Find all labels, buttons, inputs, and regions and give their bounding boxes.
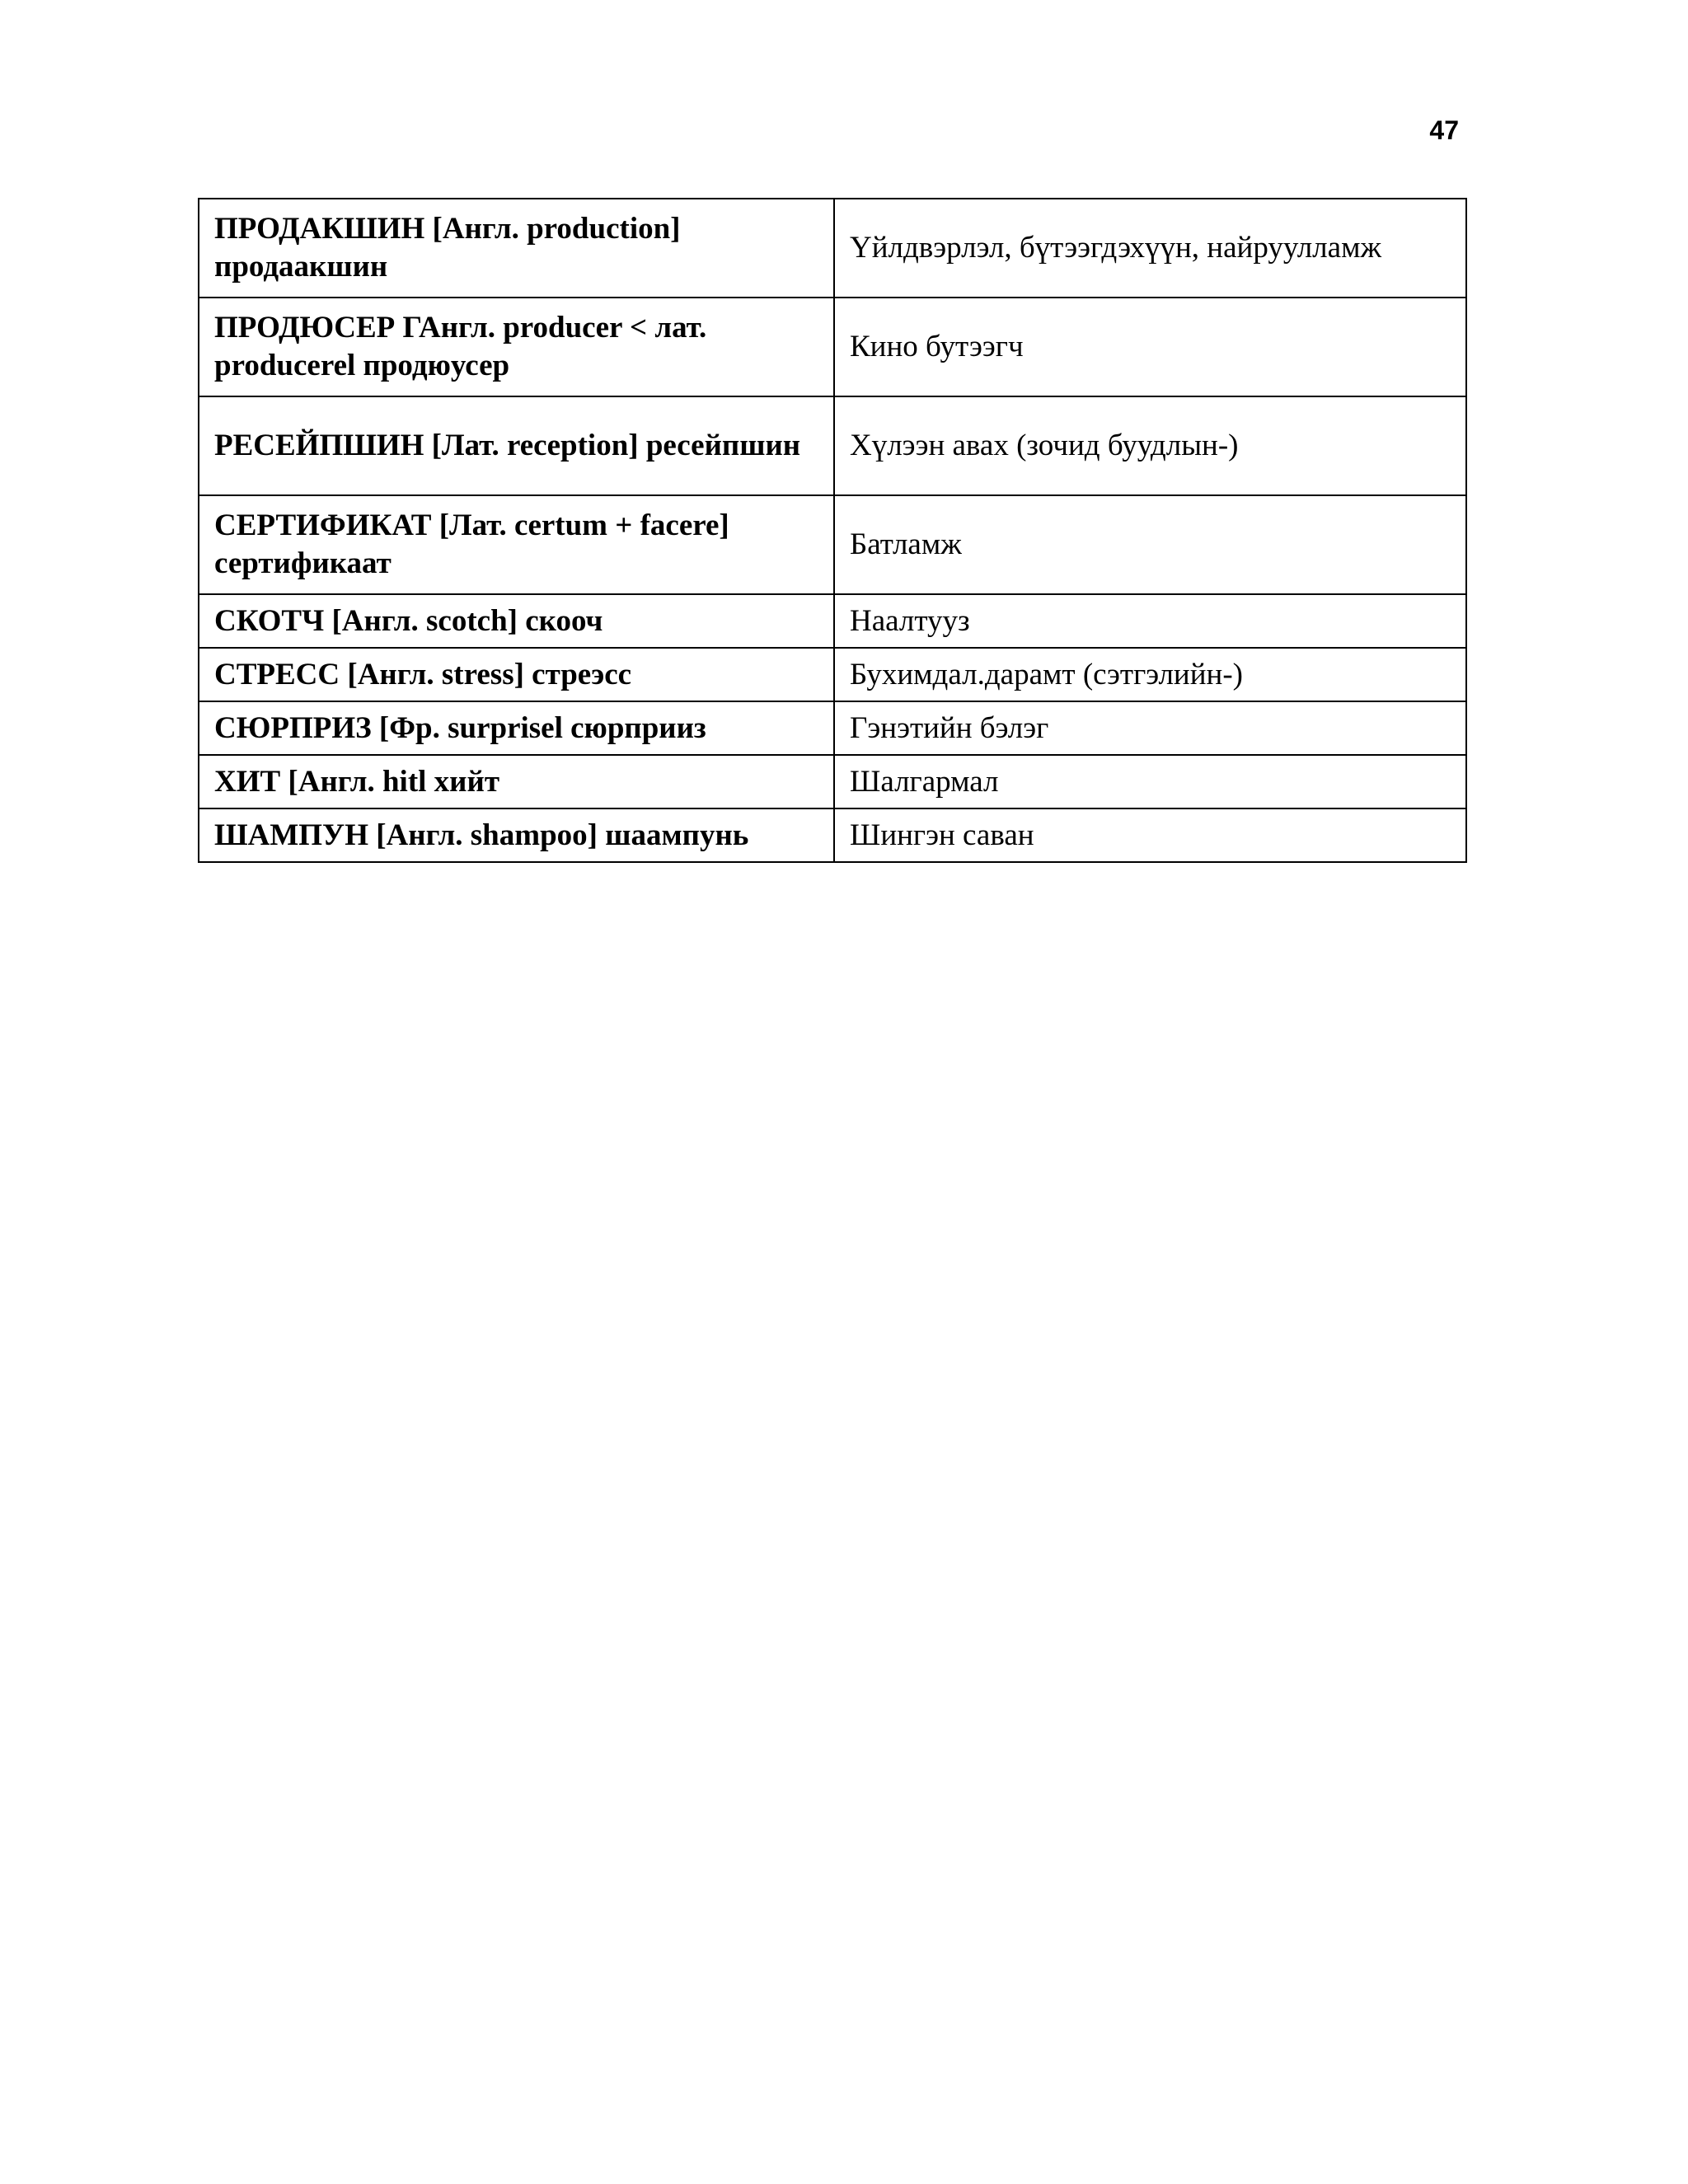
table-row	[199, 808, 1466, 862]
meaning-cell: Наалтууз	[834, 594, 1466, 648]
term-cell: ШАМПУН [Англ. shampoo] шаампунь	[199, 808, 834, 862]
table-row	[199, 648, 1466, 701]
table-row	[199, 199, 1466, 298]
table-row	[199, 495, 1466, 594]
page-number: 47	[1429, 115, 1459, 145]
term-cell: СЮРПРИЗ [Фр. surprisel сюрприиз	[199, 701, 834, 755]
term-cell: ХИТ [Англ. hitl хийт	[199, 755, 834, 808]
term-cell: СТРЕСС [Англ. stress] стреэсс	[199, 648, 834, 701]
glossary-table	[198, 198, 1467, 863]
term-cell: ПРОДЮСЕР ГАнгл. producer < лат. producerel продюусер	[199, 298, 834, 396]
term-cell: СКОТЧ [Англ. scotch] скооч	[199, 594, 834, 648]
meaning-cell: Шингэн саван	[834, 808, 1466, 862]
meaning-cell: Үйлдвэрлэл, бүтээгдэхүүн, найруулламж	[834, 199, 1466, 298]
meaning-cell: Хүлээн авах (зочид буудлын-)	[834, 396, 1466, 495]
table-row	[199, 298, 1466, 396]
table-row	[199, 701, 1466, 755]
meaning-cell: Гэнэтийн бэлэг	[834, 701, 1466, 755]
meaning-cell: Шалгармал	[834, 755, 1466, 808]
table-row	[199, 755, 1466, 808]
term-cell: РЕСЕЙПШИН [Лат. reception] ресейпшин	[199, 396, 834, 495]
meaning-cell: Батламж	[834, 495, 1466, 594]
term-cell: ПРОДАКШИН [Англ. production] продаакшин	[199, 199, 834, 298]
meaning-cell: Кино бутээгч	[834, 298, 1466, 396]
table-row	[199, 396, 1466, 495]
meaning-cell: Бухимдал.дарамт (сэтгэлийн-)	[834, 648, 1466, 701]
table-row	[199, 594, 1466, 648]
term-cell: СЕРТИФИКАТ [Лат. certum + facere] сертификаат	[199, 495, 834, 594]
